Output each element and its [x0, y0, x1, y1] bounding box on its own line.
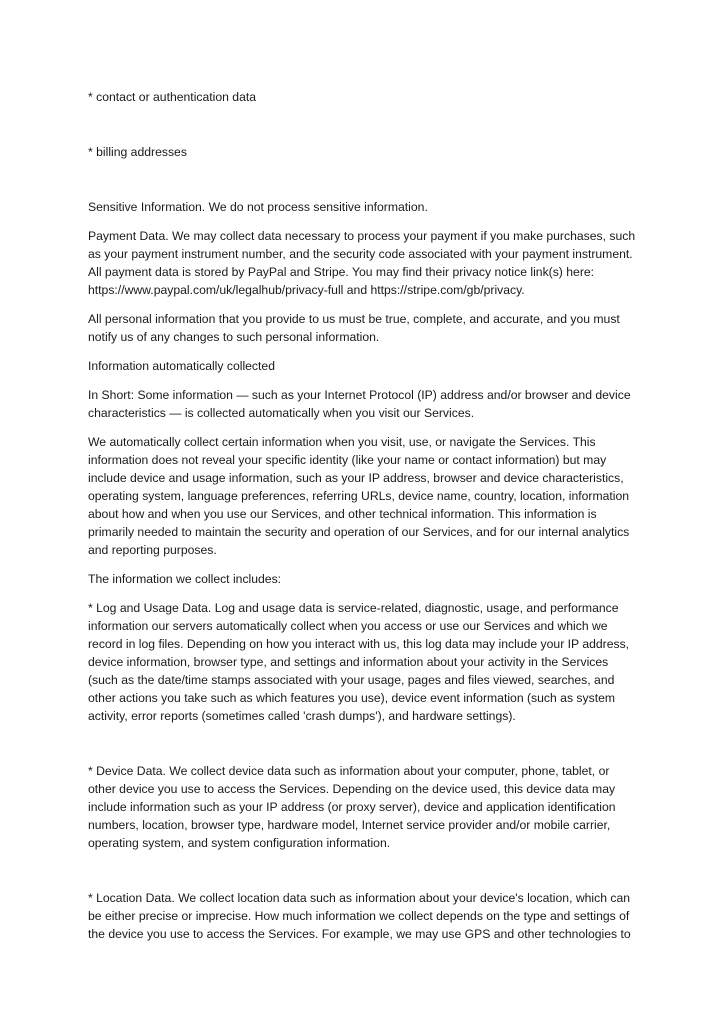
payment-data-paragraph: Payment Data. We may collect data necessary to process your payment if you make purchases, such as your payment instrument number, and the security code associated with your payment instrument. All payment data is stored by PayPal and Stripe. You may find their privacy notice link(s) here: https://www.paypal.com/uk/legalhub/privacy-full and https://stripe.com/gb/privacy. [88, 229, 636, 297]
bullet-billing-addresses: * billing addresses [88, 145, 187, 159]
sensitive-information-paragraph: Sensitive Information. We do not process sensitive information. [88, 200, 428, 214]
info-includes-paragraph: The information we collect includes: [88, 572, 282, 586]
bullet-location-data: * Location Data. We collect location data such as information about your device's location, which can be either precise or imprecise. How much information we collect depends on the type and settings of the device you use to access the Services. For example, we may use GPS and other technologies to [88, 891, 631, 941]
automatic-collection-paragraph: We automatically collect certain information when you visit, use, or navigate the Services. This information does not reveal your specific identity (like your name or contact information) but may include device and usage information, such as your IP address, browser and device characteristics, operating system, language preferences, referring URLs, device name, country, location, information about how and when you use our Services, and other technical information. This information is primarily needed to maintain the security and operation of our Services, and for our internal analytics and reporting purposes. [88, 435, 630, 557]
accuracy-paragraph: All personal information that you provide to us must be true, complete, and accurate, and you must notify us of any changes to such personal information. [88, 312, 620, 344]
bullet-device-data: * Device Data. We collect device data such as information about your computer, phone, tablet, or other device you use to access the Services. Depending on the device used, this device data may include information such as your IP address (or proxy server), device and application identification numbers, location, browser type, hardware model, Internet service provider and/or mobile carrier, operating system, and system configuration information. [88, 764, 616, 850]
document-page [88, 88, 640, 954]
bullet-contact-data: * contact or authentication data [88, 90, 257, 104]
bullet-log-usage-data: * Log and Usage Data. Log and usage data is service-related, diagnostic, usage, and performance information our servers automatically collect when you access or use our Services and which we record in log files. Depending on how you interact with us, this log data may include your IP address, device information, browser type, and settings and information about your activity in the Services (such as the date/time stamps associated with your usage, pages and files viewed, searches, and other actions you take such as which features you use), device event information (such as system activity, error reports (sometimes called 'crash dumps'), and hardware settings). [88, 601, 630, 723]
section-heading-automatic: Information automatically collected [88, 359, 275, 373]
in-short-paragraph: In Short: Some information — such as your Internet Protocol (IP) address and/or browser and device characteristics — is collected automatically when you visit our Services. [88, 388, 631, 420]
